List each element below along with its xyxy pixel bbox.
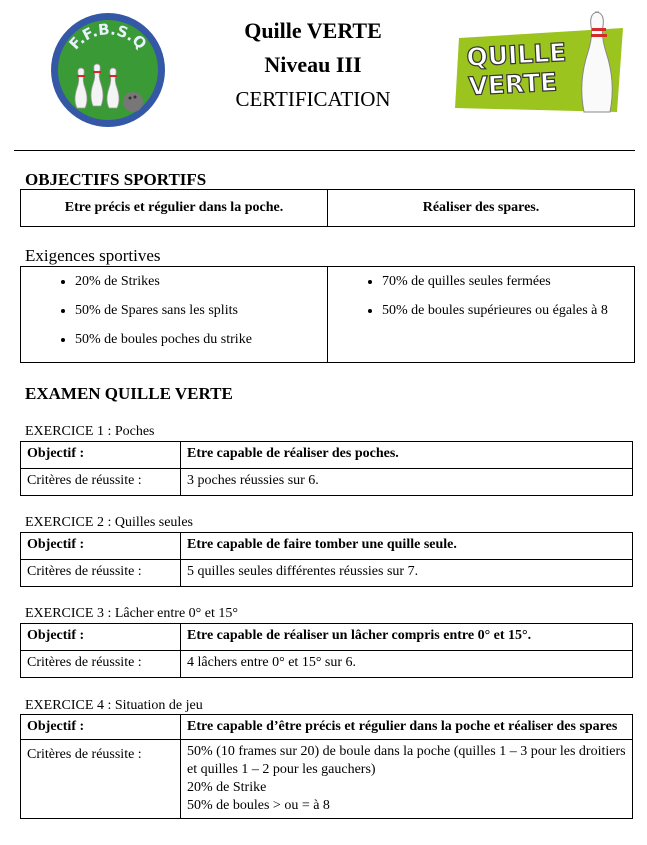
header-title	[200, 14, 426, 116]
exigences-box	[20, 266, 635, 363]
exercice-objectif: Etre capable de réaliser un lâcher compris entre 0° et 15°.	[181, 624, 633, 651]
exercice-criteres: 5 quilles seules différentes réussies sur 7.	[181, 560, 633, 587]
exigence-item: • 50% de boules poches du strike	[75, 331, 327, 349]
exercice-criteres: 3 poches réussies sur 6.	[181, 469, 633, 496]
bowling-pin-icon	[582, 12, 613, 112]
exercice-label: EXERCICE 1 : Poches	[25, 424, 155, 439]
critere-line: 50% (10 frames sur 20) de boule dans la poche (quilles 1 – 3 pour les droitiers et quilles 1 – 2 pour les gauchers)	[187, 744, 626, 777]
criteres-label: Critères de réussite :	[21, 740, 181, 819]
badge-word-1: QUILLE	[465, 37, 567, 72]
exercice-label: EXERCICE 4 : Situation de jeu	[25, 698, 203, 713]
criteres-label: Critères de réussite :	[21, 469, 181, 496]
logo-text: F.F.B.S.Q	[65, 20, 151, 54]
exercice-objectif: Etre capable d’être précis et régulier dans la poche et réaliser des spares	[181, 715, 633, 740]
exercice-label: EXERCICE 2 : Quilles seules	[25, 515, 193, 530]
title-line-3: CERTIFICATION	[235, 87, 391, 111]
exercice-table	[20, 441, 633, 496]
exercice-label: EXERCICE 3 : Lâcher entre 0° et 15°	[25, 606, 238, 621]
objectifs-title: OBJECTIFS SPORTIFS	[25, 170, 207, 189]
objectif-2: Réaliser des spares.	[328, 190, 635, 227]
objectif-label: Objectif :	[21, 715, 181, 740]
critere-line: 20% de Strike	[187, 780, 267, 795]
exercice-table	[20, 532, 633, 587]
criteres-label: Critères de réussite :	[21, 560, 181, 587]
exercice-table	[20, 714, 633, 819]
examen-title: EXAMEN QUILLE VERTE	[25, 384, 233, 403]
quille-verte-logo	[455, 8, 627, 120]
exercice-objectif: Etre capable de faire tomber une quille seule.	[181, 533, 633, 560]
criteres-label: Critères de réussite :	[21, 651, 181, 678]
objectif-label: Objectif :	[21, 624, 181, 651]
exercice-objectif: Etre capable de réaliser des poches.	[181, 442, 633, 469]
exigences-right	[327, 267, 634, 362]
title-line-2: Niveau III	[264, 52, 362, 77]
critere-line: 50% de boules > ou = à 8	[187, 798, 330, 813]
exigence-item: • 20% de Strikes	[75, 273, 327, 291]
exigences-title: Exigences sportives	[25, 246, 161, 265]
exigences-left	[21, 267, 327, 362]
badge-word-2: VERTE	[467, 67, 558, 101]
exigence-item: • 70% de quilles seules fermées	[382, 273, 634, 291]
exercice-criteres	[181, 740, 633, 819]
title-line-1: Quille VERTE	[244, 18, 382, 43]
exigence-item: • 50% de boules supérieures ou égales à 8	[382, 302, 634, 320]
exercice-table	[20, 623, 633, 678]
exigence-item: • 50% de Spares sans les splits	[75, 302, 327, 320]
ffbsq-logo	[48, 10, 168, 130]
objectif-1: Etre précis et régulier dans la poche.	[21, 190, 328, 227]
objectifs-table	[20, 189, 635, 227]
objectif-label: Objectif :	[21, 533, 181, 560]
exercice-criteres: 4 lâchers entre 0° et 15° sur 6.	[181, 651, 633, 678]
objectif-label: Objectif :	[21, 442, 181, 469]
header-divider	[14, 150, 635, 151]
